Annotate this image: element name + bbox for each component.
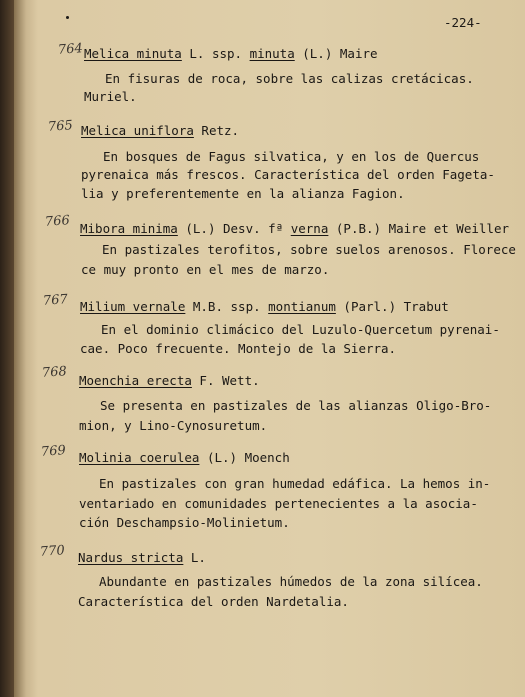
entry-text-line: ce muy pronto en el mes de marzo. — [81, 262, 330, 277]
entry-number: 770 — [39, 543, 66, 560]
entry-text-line: ción Deschampsio-Molinietum. — [79, 515, 290, 530]
entry-text-line: cae. Poco frecuente. Montejo de la Sierra. — [80, 341, 397, 356]
entry-text-line: Abundante en pastizales húmedos de la zona silícea. — [99, 574, 483, 589]
entry-number: 765 — [47, 118, 74, 135]
entry-text-line: pyrenaica más frescos. Característica del orden Fageta- — [81, 167, 495, 182]
entry-number: 766 — [44, 213, 71, 230]
species-author: M.B. ssp. — [185, 299, 269, 314]
species-author: Retz. — [193, 123, 240, 138]
species-author: L. — [183, 550, 206, 565]
subspecies-author: (P.B.) Maire et Weiller — [328, 221, 509, 236]
entry-number: 769 — [40, 443, 67, 460]
subspecies-author: (Parl.) Trabut — [335, 299, 449, 314]
species-name: Melica uniflora — [81, 123, 194, 138]
species-name: Melica minuta — [84, 46, 182, 61]
ink-dot — [66, 16, 69, 19]
book-binding — [0, 0, 14, 697]
entry-text-line: mion, y Lino-Cynosuretum. — [79, 418, 268, 433]
entry-heading — [80, 299, 449, 314]
entry-heading — [79, 450, 290, 465]
species-name: Mibora minima — [80, 221, 178, 236]
entry-text-line: En fisuras de roca, sobre las calizas cretácicas. — [105, 71, 474, 86]
species-author: (L.) Moench — [199, 450, 290, 465]
entry-text-line: Se presenta en pastizales de las alianzas Oligo-Bro- — [100, 398, 492, 413]
species-author: (L.) Desv. fª — [177, 221, 291, 236]
subspecies-name: montianum — [268, 299, 336, 314]
entry-text-line: Muriel. — [84, 89, 137, 104]
entry-text-line: lia y preferentemente en la alianza Fagion. — [81, 186, 405, 201]
entry-text-line: ventariado en comunidades pertenecientes a la asocia- — [79, 496, 478, 511]
entry-heading — [78, 550, 206, 565]
species-name: Molinia coerulea — [79, 450, 200, 465]
entry-heading — [81, 123, 239, 138]
species-name: Moenchia erecta — [79, 373, 192, 388]
entry-number: 767 — [42, 292, 69, 309]
entry-text-line: En el dominio climácico del Luzulo-Quercetum pyrenai- — [101, 322, 500, 337]
entry-heading — [80, 221, 509, 236]
page-number: -224- — [444, 15, 482, 30]
entry-number: 764 — [57, 41, 84, 58]
entry-text-line: Característica del orden Nardetalia. — [78, 594, 349, 609]
entry-text-line: En bosques de Fagus silvatica, y en los de Quercus — [103, 149, 480, 164]
species-author: F. Wett. — [191, 373, 260, 388]
entry-text-line: En pastizales con gran humedad edáfica. La hemos in- — [99, 476, 491, 491]
entry-heading — [79, 373, 260, 388]
entry-number: 768 — [41, 364, 68, 381]
subspecies-name: minuta — [249, 46, 295, 61]
species-name: Nardus stricta — [78, 550, 184, 565]
species-name: Milium vernale — [80, 299, 186, 314]
subspecies-name: verna — [290, 221, 329, 236]
subspecies-author: (L.) Maire — [294, 46, 378, 61]
entry-heading — [84, 46, 378, 61]
entry-text-line: En pastizales terofitos, sobre suelos arenosos. Florece — [102, 242, 516, 257]
species-author: L. ssp. — [181, 46, 250, 61]
